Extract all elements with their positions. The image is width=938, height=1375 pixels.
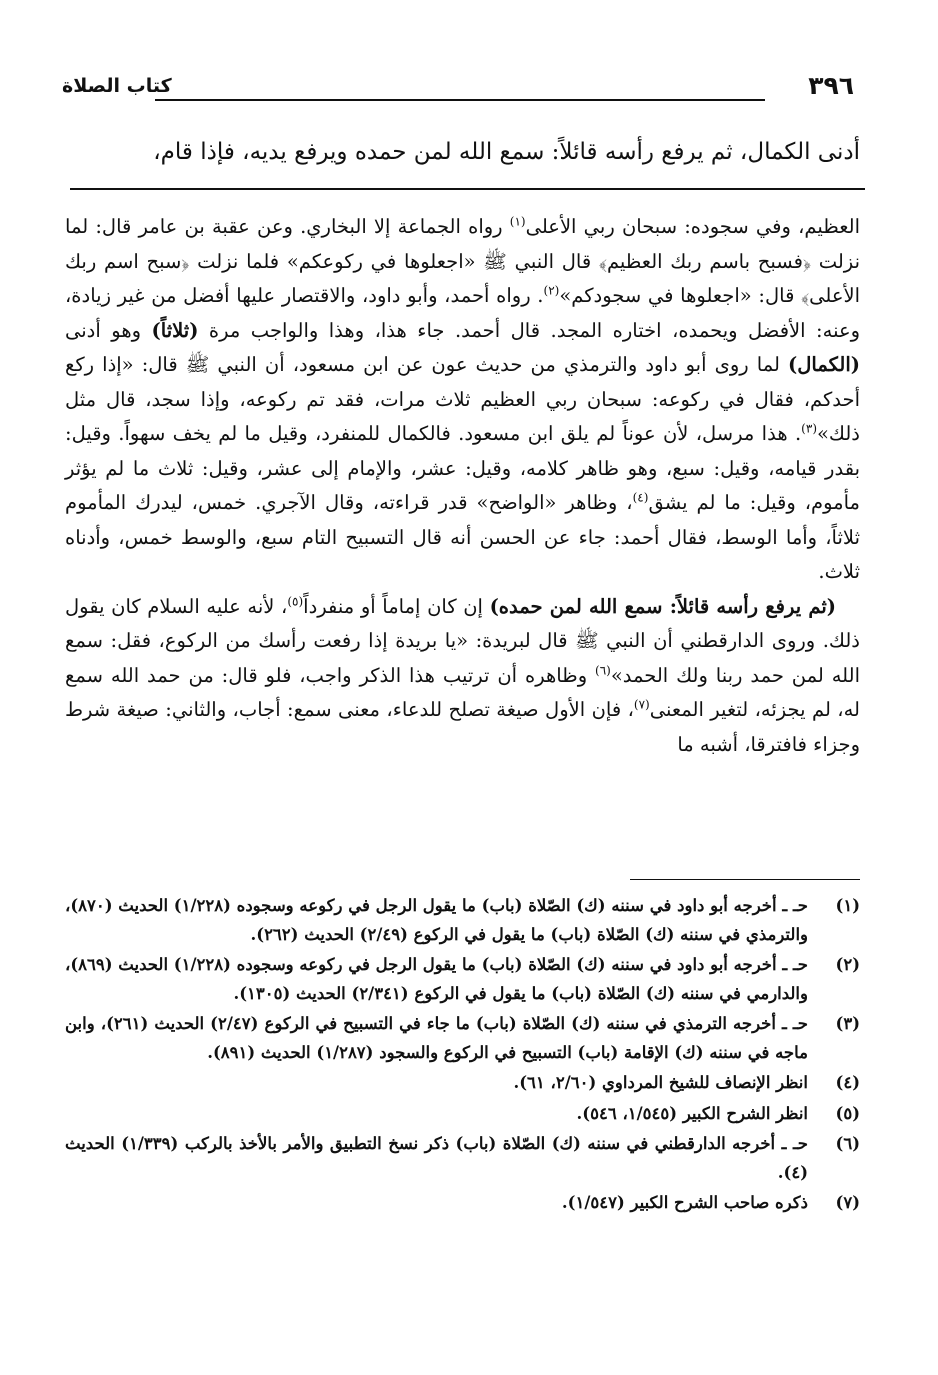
header-rule — [155, 99, 765, 101]
footnote-item — [65, 892, 860, 949]
footnote-item — [65, 1069, 860, 1098]
footnote-ref-2[interactable]: (٢) — [543, 283, 560, 298]
footnote-text: حـ ـ أخرجه الترمذي في سننه (ك) الصّلاة (باب) ما جاء في التسبيح في الركوع (٢/٤٧) الحديث (٢٦١)، وابن ماجه في سننه (ك) الإقامة (باب) التسبيح في الركوع والسجود (١/٢٨٧) الحديث (٨٩١). — [65, 1014, 808, 1062]
footnote-ref-1[interactable]: (١) — [509, 214, 526, 229]
footnote-ref-7[interactable]: (٧) — [633, 697, 650, 712]
footnote-ref-3[interactable]: (٣) — [801, 421, 817, 436]
footnote-text: انظر الإنصاف للشيخ المرداوي (٢/٦٠، ٦١). — [513, 1073, 808, 1092]
footnote-item — [65, 1189, 860, 1218]
footnote-text: حـ ـ أخرجه أبو داود في سننه (ك) الصّلاة (باب) ما يقول الرجل في ركوعه وسجوده (١/٢٢٨) الحديث (٨٧٠)، والترمذي في سننه (ك) الصّلاة (باب) ما يقول في الركوع (٢/٤٩) الحديث (٢٦٢). — [65, 896, 808, 944]
footnote-item — [65, 1100, 860, 1129]
page-header — [62, 72, 854, 100]
running-title: كتاب الصلاة — [62, 75, 172, 97]
commentary-paragraph-2: (ثم يرفع رأسه قائلاً: سمع الله لمن حمده) إن كان إماماً أو منفرداً$^{(٥)}$، لأنه عليه السلام كان يقول ذلك. وروى الدارقطني أن النبي ﷺ قال لبريدة: «يا بريدة إذا رفعت رأسك من الركوع، فقل: سمع الله لمن حمد ربنا ولك الحمد»$^{(٦)}$ وظاهره أن ترتيب هذا الذكر واجب، فلو قال: من حمد الله سمع له، لم يجزئه، لتغير المعنى$^{(٧)}$، فإن الأول صيغة تصلح للدعاء، معنى سمع: أجاب، والثاني: صيغة شرط وجزاء فافترقا، أشبه ما — [65, 594, 860, 756]
page-number: ٣٩٦ — [808, 71, 854, 100]
footnote-ref-5[interactable]: (٥) — [287, 594, 304, 608]
footnote-text: انظر الشرح الكبير (١/٥٤٥، ٥٤٦). — [576, 1103, 808, 1123]
commentary-paragraph-1: العظيم، وفي سجوده: سبحان ربي الأعلى$^{(١)}$ رواه الجماعة إلا البخاري. وعن عقبة بن عامر قال: لما نزلت ﴿فسبح باسم ربك العظيم﴾ قال النبي ﷺ «اجعلوها في ركوعكم» فلما نزلت ﴿سبح اسم ربك الأعلى﴾ قال: «اجعلوها في سجودكم»$^{(٢)}$. رواه أحمد، وأبو داود، والاقتصار عليها أفضل من غير زيادة، وعنه: الأفضل ويحمده، اختاره المجد. قال أحمد. جاء هذا، وهذا والواجب مرة (ثلاثاً) وهو أدنى (الكمال) لما روى أبو داود والترمذي من حديث عون عن ابن مسعود، أن النبي ﷺ قال: «إذا ركع أحدكم، فقال في ركوعه: سبحان ربي العظيم ثلاث مرات، فقد تم ركوعه، وإذا سجد، قال مثل ذلك»$^{(٣)}$. هذا مرسل، لأن عوناً لم يلق ابن مسعود. فالكمال للمنفرد، وقيل ما لم يخف سهواً. وقيل: بقدر قيامه، وقيل: سبع، وهو ظاهر كلامه، وقيل: عشر، والإمام إلى عشر، وقيل: ثلاث ما لم يؤثر مأموم، وقيل: ما لم يشق$^{(٤)}$، وظاهر «الواضح» قدر قراءته، وقال الآجري. خمس، ليدرك المأموم ثلاثاً، وأما الوسط، فقال أحمد: جاء عن الحسن أنه قال التسبيح التام سبع، والوسط خمس، وأدناه ثلاث. — [65, 214, 861, 583]
emphasis-text: (ثلاثاً) — [151, 318, 199, 342]
footnote-item — [65, 1130, 860, 1187]
emphasis-text: (ثم يرفع رأسه قائلاً: سمع الله لمن حمده) — [489, 594, 836, 618]
base-text-divider — [70, 188, 865, 190]
footnote-number: (٢) — [835, 955, 860, 974]
base-text: أدنى الكمال، ثم يرفع رأسه قائلاً: سمع الله لمن حمده ويرفع يديه، فإذا قام، — [153, 139, 860, 165]
footnote-number: (٣) — [835, 1014, 860, 1033]
footnote-number: (٧) — [835, 1193, 860, 1212]
footnote-number: (٥) — [835, 1103, 860, 1123]
footnote-item — [65, 1010, 860, 1067]
footnote-text: حـ ـ أخرجه الدارقطني في سننه (ك) الصّلاة (باب) ذكر نسخ التطبيق والأمر بالأخذ بالركب (١/٣٣٩) الحديث (٤). — [65, 1134, 808, 1182]
footnote-item — [65, 951, 860, 1008]
commentary — [65, 210, 860, 762]
footnote-divider — [630, 879, 860, 880]
footnote-number: (١) — [835, 896, 860, 915]
footnote-number: (٤) — [835, 1073, 860, 1092]
footnotes — [65, 892, 860, 1220]
footnote-ref-6[interactable]: (٦) — [595, 663, 611, 677]
emphasis-text: (الكمال) — [788, 353, 860, 376]
footnote-text: حـ ـ أخرجه أبو داود في سننه (ك) الصّلاة (باب) ما يقول الرجل في ركوعه وسجوده (١/٢٢٨) الحديث (٨٦٩)، والدارمي في سننه (ك) الصّلاة (باب) ما يقول في الركوع (٢/٣٤١) الحديث (١٣٠٥). — [65, 955, 808, 1003]
footnote-number: (٦) — [835, 1134, 860, 1153]
footnote-ref-4[interactable]: (٤) — [632, 490, 649, 505]
footnote-text: ذكره صاحب الشرح الكبير (١/٥٤٧). — [561, 1193, 808, 1212]
